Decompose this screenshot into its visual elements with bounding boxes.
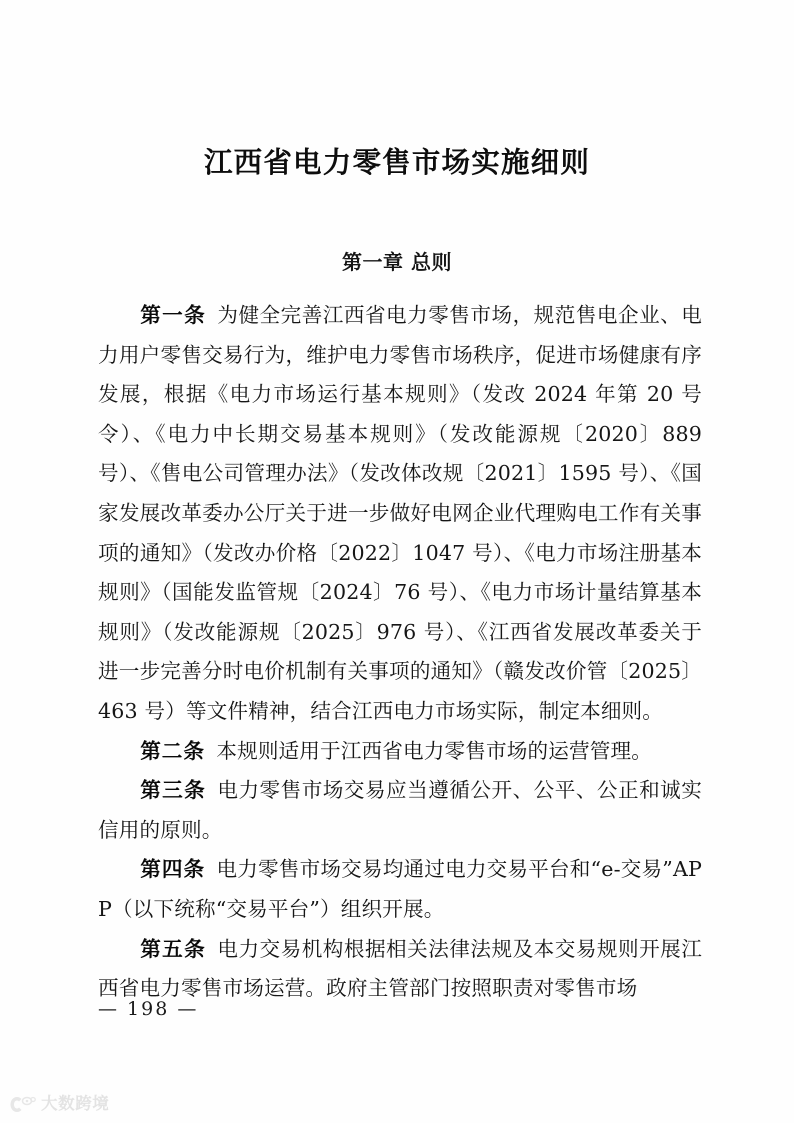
chapter-heading: 第一章 总则 (342, 250, 452, 274)
article-label-1: 第一条 (140, 303, 207, 327)
page-title: 江西省电力零售市场实施细则 (203, 145, 591, 180)
watermark-text: 大数跨境 (41, 1093, 110, 1113)
body-text-block (98, 296, 702, 1009)
article-label-4: 第四条 (140, 857, 206, 882)
camera-logo-icon (10, 1094, 36, 1114)
article-paragraph-2 (98, 732, 702, 772)
article-label-3: 第三条 (140, 778, 207, 803)
article-text-1: 为健全完善江西省电力零售市场，规范售电企业、电力用户零售交易行为，维护电力零售市场秩序，促进市场健康有序发展，根据《电力市场运行基本规则》（发改 2024 年第 20 号令）、《电力中长期交易基本规则》（发改能源规〔2020〕889 号）、《售电公司管理办法》（发改体改规〔2021〕1595 号）、《国家发展改革委办公厅关于进一步做好电网企业代理购电工作有关事项的通知》（发改办价格〔2022〕1047 号）、《电力市场注册基本规则》（国能发监管规〔2024〕76 号）、《电力市场计量结算基本规则》（发改能源规〔2025〕976 号）、《江西省发展改革委关于进一步完善分时电价机制有关事项的通知》（赣发改价管〔2025〕463 号）等文件精神，结合江西电力市场实际，制定本细则。 (98, 303, 702, 723)
article-paragraph-4 (98, 850, 702, 929)
article-text-5: 电力交易机构根据相关法律法规及本交易规则开展江西省电力零售市场运营。政府主管部门按照职责对零售市场 (98, 936, 702, 1001)
article-text-3: 电力零售市场交易应当遵循公开、公平、公正和诚实信用的原则。 (98, 778, 702, 842)
page-number: — 198 — (98, 998, 199, 1020)
article-label-2: 第二条 (140, 738, 205, 763)
article-text-2: 本规则适用于江西省电力零售市场的运营管理。 (216, 738, 652, 763)
article-paragraph-5 (98, 930, 702, 1009)
article-paragraph-3 (98, 771, 702, 850)
watermark (10, 1094, 109, 1114)
article-text-4: 电力零售市场交易均通过电力交易平台和“e-交易”APP（以下统称“交易平台”）组织开展。 (98, 857, 702, 921)
article-paragraph-1 (98, 296, 702, 732)
article-label-5: 第五条 (140, 936, 207, 961)
